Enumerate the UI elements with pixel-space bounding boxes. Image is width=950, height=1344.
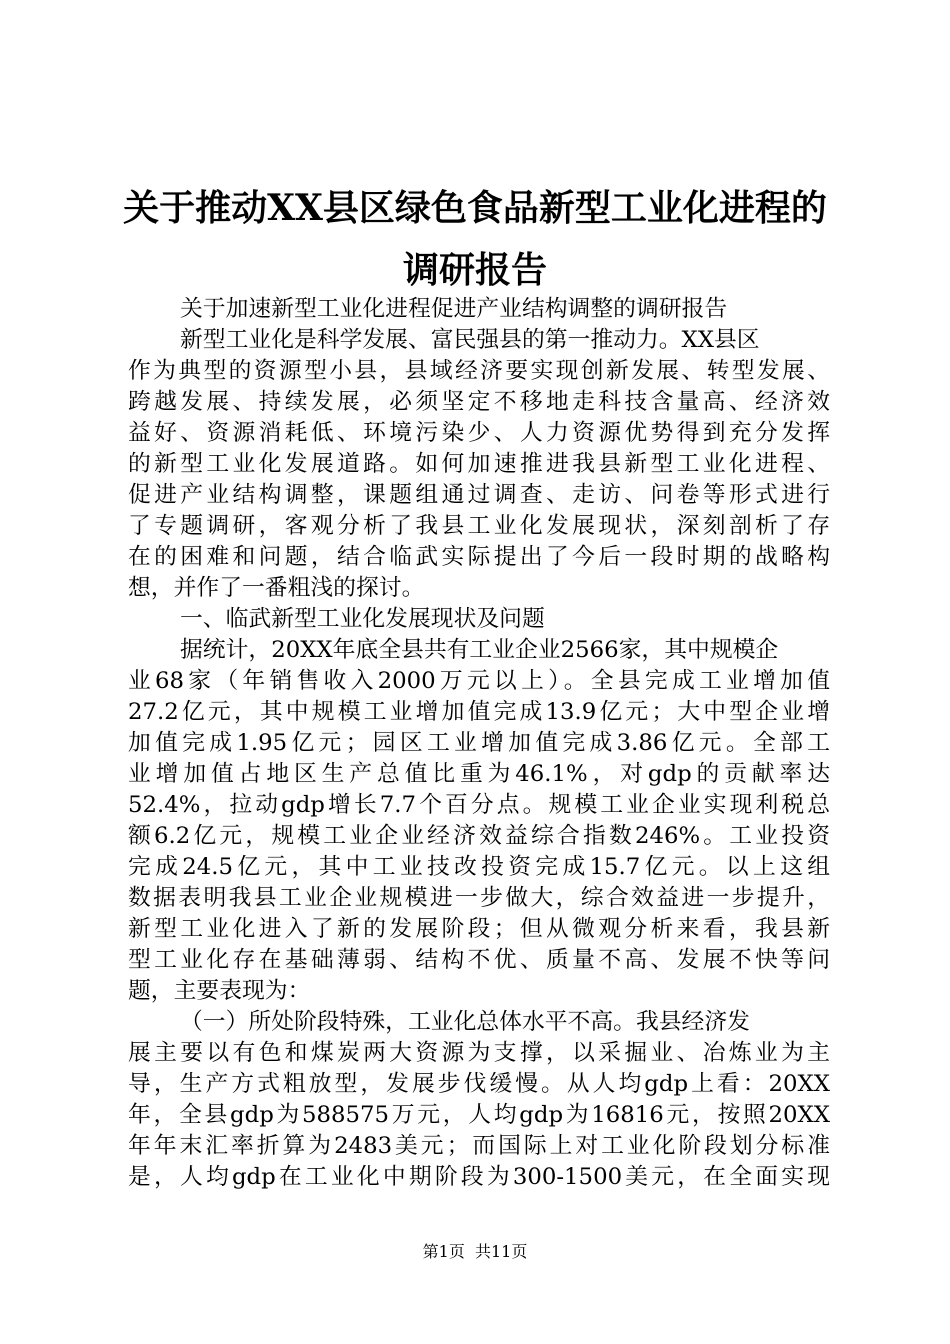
paragraph-line: 导，生产方式粗放型，发展步伐缓慢。从人均gdp上看：20XX: [128, 1071, 830, 1097]
paragraph-line: 的新型工业化发展道路。如何加速推进我县新型工业化进程、: [128, 451, 830, 477]
paragraph-line: 据统计，20XX年底全县共有工业企业2566家，其中规模企: [180, 637, 779, 663]
paragraph-line: 了专题调研，客观分析了我县工业化发展现状，深刻剖析了存: [128, 513, 830, 539]
paragraph-line: 是，人均gdp在工业化中期阶段为300-1500美元，在全面实现: [128, 1164, 830, 1190]
document-title-line-1: 关于推动XX县区绿色食品新型工业化进程的: [123, 187, 827, 229]
paragraph-line: 年年末汇率折算为2483美元；而国际上对工业化阶段划分标准: [128, 1133, 830, 1159]
paragraph-line: 展主要以有色和煤炭两大资源为支撑，以采掘业、冶炼业为主: [128, 1040, 830, 1066]
paragraph-line: 促进产业结构调整，课题组通过调查、走访、问卷等形式进行: [128, 482, 830, 508]
document-body: [128, 294, 830, 1193]
paragraph-line: 型工业化存在基础薄弱、结构不优、质量不高、发展不快等问: [128, 947, 830, 973]
paragraph-line: 在的困难和问题，结合临武实际提出了今后一段时期的战略构: [128, 544, 830, 570]
paragraph-line: 27.2亿元，其中规模工业增加值完成13.9亿元；大中型企业增: [128, 699, 830, 725]
page-number-footer: 第1页 共11页: [422, 1242, 528, 1261]
paragraph-line: 完成24.5亿元，其中工业技改投资完成15.7亿元。以上这组: [128, 854, 830, 880]
paragraph-line: 想，并作了一番粗浅的探讨。: [128, 575, 425, 601]
paragraph-line: 业增加值占地区生产总值比重为46.1%，对gdp的贡献率达: [128, 761, 830, 787]
subtitle-line: 关于加速新型工业化进程促进产业结构调整的调研报告: [180, 296, 728, 322]
document-title-line-2: 调研报告: [402, 249, 547, 291]
paragraph-line: 52.4%，拉动gdp增长7.7个百分点。规模工业企业实现利税总: [128, 792, 830, 818]
section-heading: 一、临武新型工业化发展现状及问题: [180, 606, 545, 632]
paragraph-line: 新型工业化是科学发展、富民强县的第一推动力。XX县区: [180, 327, 760, 353]
paragraph-line: 新型工业化进入了新的发展阶段；但从微观分析来看，我县新: [128, 916, 830, 942]
paragraph-line: 加值完成1.95亿元；园区工业增加值完成3.86亿元。全部工: [128, 730, 830, 756]
paragraph-line: 作为典型的资源型小县，县域经济要实现创新发展、转型发展、: [128, 358, 830, 384]
paragraph-line: 数据表明我县工业企业规模进一步做大，综合效益进一步提升，: [128, 885, 830, 911]
paragraph-line: 益好、资源消耗低、环境污染少、人力资源优势得到充分发挥: [128, 420, 830, 446]
paragraph-line: 业68家（年销售收入2000万元以上）。全县完成工业增加值: [128, 668, 830, 694]
paragraph-line: 题，主要表现为：: [128, 978, 311, 1004]
paragraph-line: 跨越发展、持续发展，必须坚定不移地走科技含量高、经济效: [128, 389, 830, 415]
paragraph-line: 额6.2亿元，规模工业企业经济效益综合指数246%。工业投资: [128, 823, 830, 849]
paragraph-line: （一）所处阶段特殊，工业化总体水平不高。我县经济发: [180, 1009, 750, 1035]
paragraph-line: 年，全县gdp为588575万元，人均gdp为16816元，按照20XX: [128, 1102, 830, 1128]
